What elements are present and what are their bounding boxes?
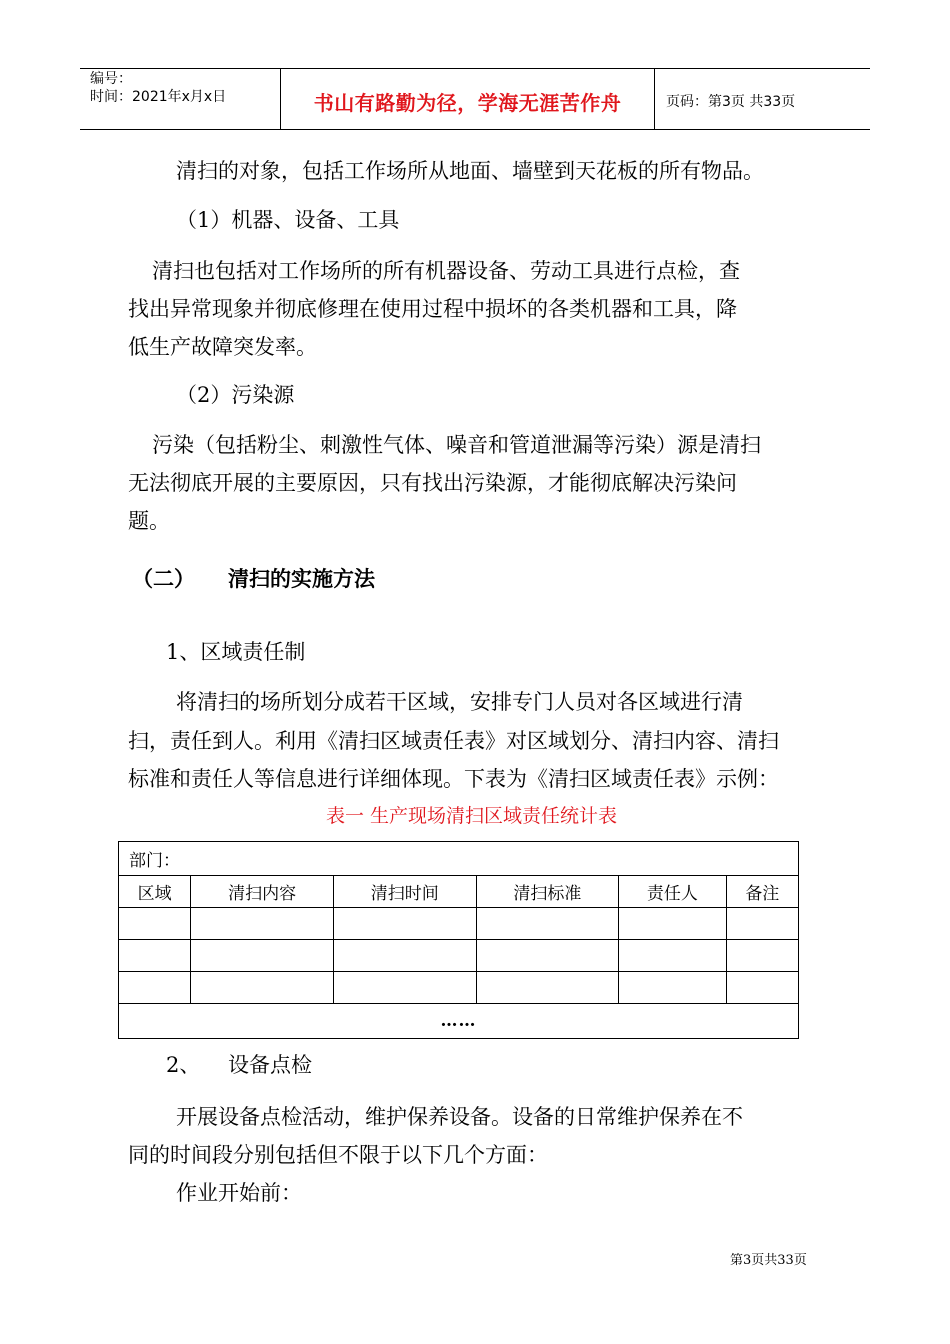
- table-cell: [333, 908, 476, 940]
- column-header: 备注: [726, 876, 798, 908]
- page-footer: 第3页共33页: [730, 1253, 807, 1268]
- section-title: 清扫的实施方法: [228, 566, 375, 591]
- column-header: 清扫时间: [333, 876, 476, 908]
- header-motto: 书山有路勤为径，学海无涯苦作舟: [313, 91, 622, 115]
- table-cell: [619, 972, 726, 1004]
- item-1-line-1: 清扫也包括对工作场所的所有机器设备、劳动工具进行点检，查: [152, 259, 740, 283]
- document-number: 编号：: [90, 71, 132, 87]
- cleaning-responsibility-table: [118, 841, 799, 1039]
- subsection-1-line-2: 扫，责任到人。利用《清扫区域责任表》对区域划分、清扫内容、清扫: [128, 729, 779, 753]
- table-cell: [476, 972, 619, 1004]
- table-cell: [119, 972, 191, 1004]
- column-header: 责任人: [619, 876, 726, 908]
- item-1-line-2: 找出异常现象并彻底修理在使用过程中损坏的各类机器和工具，降: [128, 297, 737, 321]
- item-1-title: （1）机器、设备、工具: [176, 208, 400, 232]
- table-cell: [119, 908, 191, 940]
- subsection-1-line-1: 将清扫的场所划分成若干区域，安排专门人员对各区域进行清: [176, 690, 743, 714]
- table-row: [119, 940, 799, 972]
- table-cell: [119, 940, 191, 972]
- item-2-line-3: 题。: [128, 509, 170, 533]
- subsection-1-title: 1、区域责任制: [166, 640, 306, 664]
- table-dept-row: [119, 842, 799, 876]
- table-row: [119, 972, 799, 1004]
- subsection-2-line-2: 同的时间段分别包括但不限于以下几个方面：: [128, 1143, 548, 1167]
- table-cell: [333, 972, 476, 1004]
- header-motto-cell: [280, 69, 655, 129]
- page-header: [80, 68, 870, 130]
- item-2-line-2: 无法彻底开展的主要原因，只有找出污染源，才能彻底解决污染问: [128, 471, 737, 495]
- item-2-title: （2）污染源: [176, 383, 295, 407]
- subsection-2-line-1: 开展设备点检活动，维护保养设备。设备的日常维护保养在不: [176, 1105, 743, 1129]
- table-cell: [726, 908, 798, 940]
- dept-label: 部门：: [119, 842, 799, 876]
- subsection-2-number: 2、: [166, 1053, 201, 1077]
- subsection-1-line-3: 标准和责任人等信息进行详细体现。下表为《清扫区域责任表》示例：: [128, 767, 779, 791]
- subsection-2-line-3: 作业开始前：: [176, 1181, 302, 1205]
- item-2-line-1: 污染（包括粉尘、刺激性气体、噪音和管道泄漏等污染）源是清扫: [152, 433, 761, 457]
- table-cell: [726, 940, 798, 972]
- table-ellipsis: ……: [119, 1004, 799, 1039]
- table-cell: [191, 908, 334, 940]
- table-cell: [333, 940, 476, 972]
- table-cell: [191, 972, 334, 1004]
- column-header: 区域: [119, 876, 191, 908]
- table-cell: [619, 908, 726, 940]
- table-caption: 表一 生产现场清扫区域责任统计表: [326, 805, 618, 827]
- table-cell: [476, 908, 619, 940]
- subsection-2-title: 设备点检: [228, 1053, 312, 1077]
- document-date: 时间：2021年x月x日: [90, 89, 227, 105]
- table-ellipsis-row: [119, 1004, 799, 1039]
- table-cell: [619, 940, 726, 972]
- header-page-cell: [654, 69, 870, 129]
- header-page-info: 页码：第3页 共33页: [666, 94, 796, 110]
- table-header-row: [119, 876, 799, 908]
- table-cell: [476, 940, 619, 972]
- section-number: （二）: [132, 566, 195, 591]
- table-cell: [726, 972, 798, 1004]
- column-header: 清扫内容: [191, 876, 334, 908]
- header-meta: [80, 69, 280, 129]
- paragraph-cleaning-scope: 清扫的对象，包括工作场所从地面、墙壁到天花板的所有物品。: [176, 159, 764, 183]
- table-cell: [191, 940, 334, 972]
- item-1-line-3: 低生产故障突发率。: [128, 335, 317, 359]
- column-header: 清扫标准: [476, 876, 619, 908]
- table-row: [119, 908, 799, 940]
